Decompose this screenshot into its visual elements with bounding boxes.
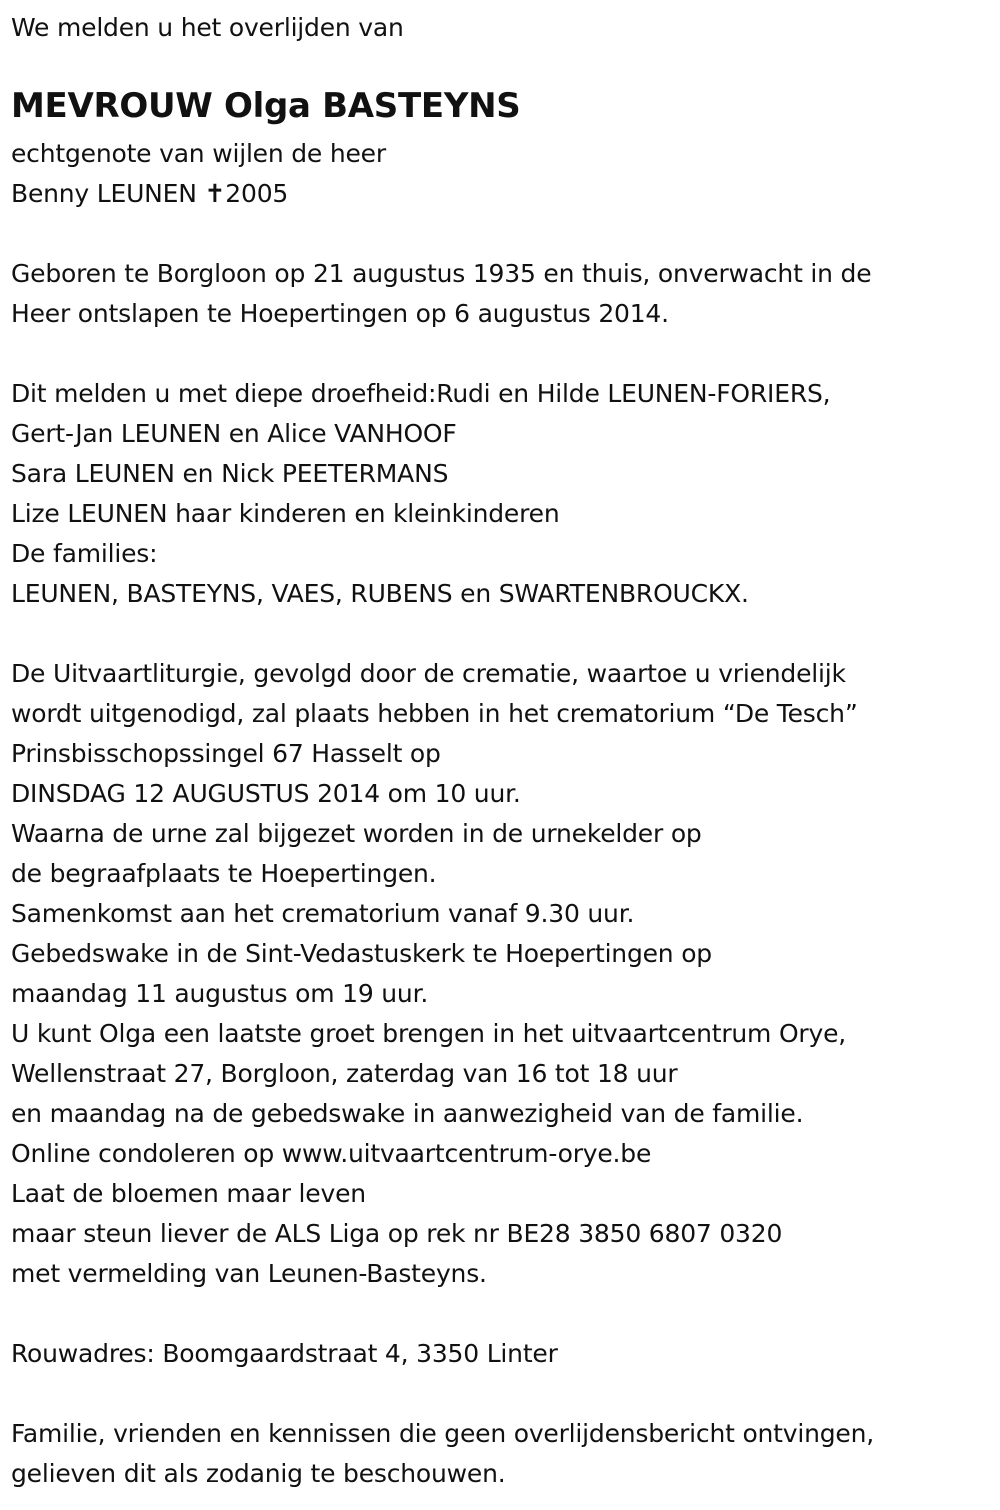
cross-icon: ✝ (204, 179, 226, 208)
spacer (11, 214, 1000, 254)
spacer (11, 614, 1000, 654)
text-line: De Uitvaartliturgie, gevolgd door de crematie, waartoe u vriendelijk (11, 659, 846, 688)
text-line: U kunt Olga een laatste groet brengen in het uitvaartcentrum Orye, (11, 1019, 847, 1048)
text-line: De families: (11, 539, 158, 568)
birth-death-section (11, 254, 1000, 334)
text-line: Dit melden u met diepe droefheid:Rudi en Hilde LEUNEN-FORIERS, (11, 379, 831, 408)
mourning-address: Rouwadres: Boomgaardstraat 4, 3350 Linter (11, 1339, 558, 1368)
closing-section (11, 1414, 1000, 1494)
text-line: Familie, vrienden en kennissen die geen overlijdensbericht ontvingen, (11, 1419, 875, 1448)
text-line: Gert-Jan LEUNEN en Alice VANHOOF (11, 419, 457, 448)
text-line: DINSDAG 12 AUGUSTUS 2014 om 10 uur. (11, 779, 521, 808)
text-line: LEUNEN, BASTEYNS, VAES, RUBENS en SWARTENBROUCKX. (11, 579, 749, 608)
family-section (11, 374, 1000, 614)
text-line: met vermelding van Leunen-Basteyns. (11, 1259, 487, 1288)
text-line: de begraafplaats te Hoepertingen. (11, 859, 437, 888)
spouse-line: echtgenote van wijlen de heer (11, 139, 386, 168)
text-line: maandag 11 augustus om 19 uur. (11, 979, 429, 1008)
text-line: Samenkomst aan het crematorium vanaf 9.30 uur. (11, 899, 635, 928)
text-line: Lize LEUNEN haar kinderen en kleinkinderen (11, 499, 560, 528)
spacer (11, 1374, 1000, 1414)
intro-text: We melden u het overlijden van (11, 13, 404, 42)
text-line: Laat de bloemen maar leven (11, 1179, 366, 1208)
text-line: Sara LEUNEN en Nick PEETERMANS (11, 459, 449, 488)
text-line: Prinsbisschopssingel 67 Hasselt op (11, 739, 441, 768)
spacer (11, 1294, 1000, 1334)
text-line: Waarna de urne zal bijgezet worden in de urnekelder op (11, 819, 702, 848)
text-line: Heer ontslapen te Hoepertingen op 6 augustus 2014. (11, 299, 669, 328)
ceremony-section (11, 654, 1000, 1294)
text-line: Gebedswake in de Sint-Vedastuskerk te Hoepertingen op (11, 939, 712, 968)
text-line: gelieven dit als zodanig te beschouwen. (11, 1459, 506, 1488)
text-line: Online condoleren op www.uitvaartcentrum-orye.be (11, 1139, 652, 1168)
spouse-death-year: 2005 (225, 179, 289, 208)
spouse-name: Benny LEUNEN (11, 179, 197, 208)
text-line: wordt uitgenodigd, zal plaats hebben in het crematorium “De Tesch” (11, 699, 858, 728)
deceased-name: MEVROUW Olga BASTEYNS (11, 86, 521, 126)
spouse-name-line (11, 174, 1000, 214)
spacer (11, 48, 1000, 78)
spacer (11, 334, 1000, 374)
text-line: Wellenstraat 27, Borgloon, zaterdag van 16 tot 18 uur (11, 1059, 678, 1088)
text-line: en maandag na de gebedswake in aanwezigheid van de familie. (11, 1099, 804, 1128)
text-line: Geboren te Borgloon op 21 augustus 1935 en thuis, onverwacht in de (11, 259, 872, 288)
text-line: maar steun liever de ALS Liga op rek nr BE28 3850 6807 0320 (11, 1219, 783, 1248)
